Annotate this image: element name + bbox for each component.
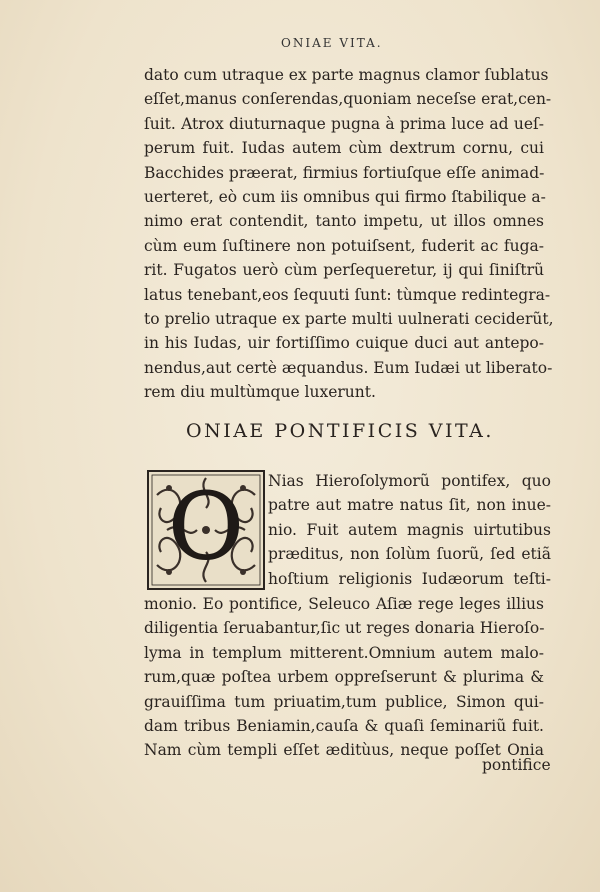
text-line: in his Iudas, uir fortiſſimo cuique duci aut antepo- bbox=[144, 334, 544, 353]
text-line: diligentia ſeruabantur,ſic ut reges donaria Hieroſo- bbox=[144, 619, 545, 638]
text-line: Nias Hieroſolymorũ pontifex, quo bbox=[268, 472, 551, 490]
text-line: ſuit. Atrox diuturnaque pugna à prima luce ad ueſ- bbox=[144, 114, 544, 133]
paragraph-1 bbox=[144, 63, 554, 405]
paragraph-2 bbox=[144, 592, 544, 763]
running-head: ONIAE VITA. bbox=[281, 36, 383, 50]
text-line: to prelio utraque ex parte multi uulnerati ceciderũt, bbox=[144, 310, 554, 329]
text-line: rit. Fugatos uerò cùm perſequeretur, ij qui ſiniſtrũ bbox=[144, 261, 544, 280]
section-heading: ONIAE PONTIFICIS VITA. bbox=[186, 420, 494, 442]
text-line: nimo erat contendit, tanto impetu, ut illos omnes bbox=[144, 212, 544, 231]
text-line: præditus, non ſolùm ſuorũ, ſed etiã bbox=[268, 545, 551, 564]
text-line: patre aut matre natus ſit, non inue- bbox=[268, 496, 551, 515]
catchword: pontifice bbox=[482, 756, 551, 774]
decorated-initial-o bbox=[147, 470, 265, 590]
text-line: lyma in templum mitterent.Omnium autem malo- bbox=[144, 643, 544, 662]
text-line: grauiſſima tum priuatim,tum publice, Simon qui- bbox=[144, 692, 544, 711]
text-line: dam tribus Beniamin,cauſa & quaſi ſeminariũ fuit. bbox=[144, 717, 544, 736]
text-line: monio. Eo pontifice, Seleuco Aſiæ rege leges illius bbox=[144, 595, 544, 613]
text-line: latus tenebant,eos ſequuti ſunt: tùmque redintegra- bbox=[144, 285, 551, 304]
text-line: nio. Fuit autem magnis uirtutibus bbox=[268, 520, 551, 539]
text-line: rum,quæ poſtea urbem oppreſserunt & plurima & bbox=[144, 668, 544, 687]
paragraph-2-beside-initial bbox=[268, 469, 551, 591]
text-line: uerteret, eò cum iis omnibus qui firmo ſtabilique a- bbox=[144, 188, 546, 207]
text-line: rem diu multùmque luxerunt. bbox=[144, 383, 376, 402]
text-line: cùm eum ſuſtinere non potuiſsent, fuderit ac fuga- bbox=[144, 236, 544, 255]
text-line: perum fuit. Iudas autem cùm dextrum cornu, cui bbox=[144, 139, 544, 158]
text-line: nendus,aut certè æquandus. Eum Iudæi ut liberato- bbox=[144, 358, 553, 377]
text-line: hoſtium religionis Iudæorum teſti- bbox=[268, 569, 551, 588]
text-line: Bacchides præerat, firmius fortiuſque eſſe animad- bbox=[144, 163, 545, 182]
text-line: Nam cùm templi eſſet æditùus, neque poſſet Onia bbox=[144, 741, 544, 760]
text-line: dato cum utraque ex parte magnus clamor ſublatus bbox=[144, 66, 549, 84]
initial-letter: O bbox=[168, 473, 244, 580]
text-line: eſſet,manus conſerendas,quoniam neceſse erat,cen- bbox=[144, 90, 552, 109]
